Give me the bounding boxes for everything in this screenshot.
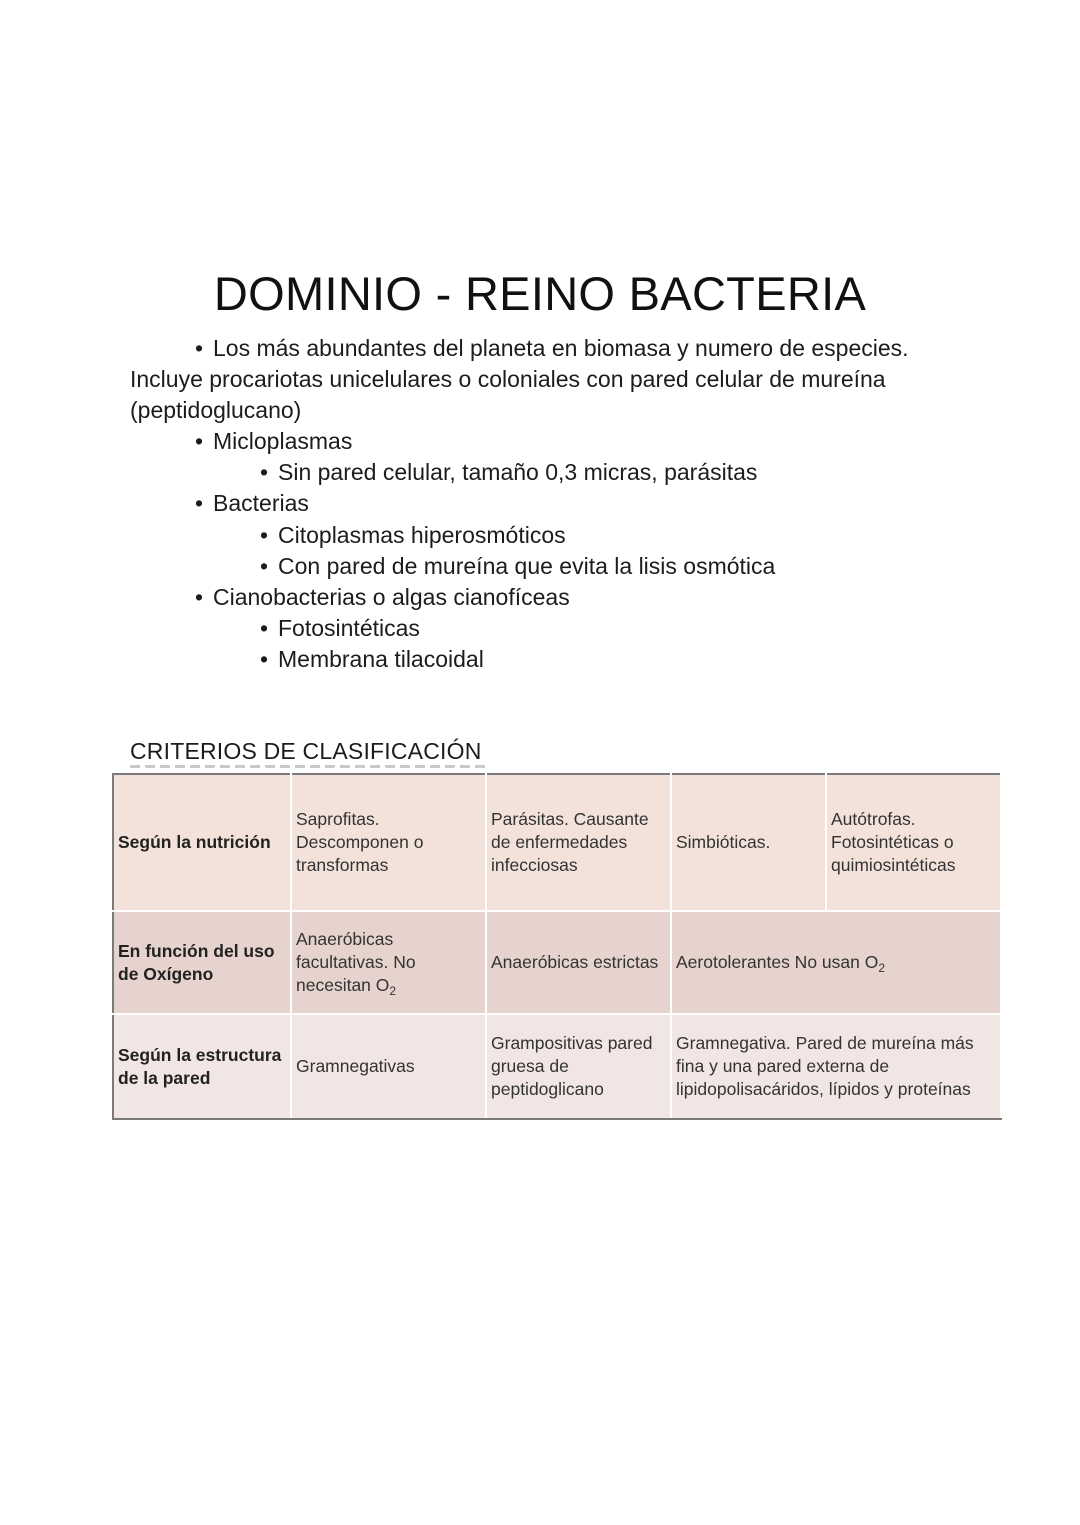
intro-line-3: (peptidoglucano) bbox=[130, 397, 302, 423]
table-cell: Gramnegativa. Pared de mureína más fina y una pared externa de lipidopolisacáridos, lípidos y proteínas bbox=[671, 1014, 1001, 1119]
group-item: • Fotosintéticas bbox=[260, 613, 420, 644]
table-cell: Saprofitas. Descomponen o transformas bbox=[291, 774, 486, 911]
group-cianobacterias: • Cianobacterias o algas cianofíceas bbox=[195, 582, 570, 613]
subscript: 2 bbox=[878, 961, 886, 975]
group-item: • Con pared de mureína que evita la lisis osmótica bbox=[260, 551, 775, 582]
intro-line-2: Incluye procariotas unicelulares o coloniales con pared celular de mureína bbox=[130, 366, 886, 392]
group-item: • Sin pared celular, tamaño 0,3 micras, parásitas bbox=[260, 457, 757, 488]
table-row-pared bbox=[113, 1014, 1001, 1119]
row-header: Según la estructura de la pared bbox=[113, 1014, 291, 1119]
criteria-title: CRITERIOS DE CLASIFICACIÓN bbox=[130, 738, 482, 764]
table-row-nutricion bbox=[113, 774, 1001, 911]
group-micloplasmas: • Micloplasmas bbox=[195, 426, 352, 457]
table-cell: Gramnegativas bbox=[291, 1014, 486, 1119]
table-cell: Grampositivas pared gruesa de peptidoglicano bbox=[486, 1014, 671, 1119]
row-header: Según la nutrición bbox=[113, 774, 291, 911]
row-header: En función del uso de Oxígeno bbox=[113, 911, 291, 1014]
table-cell: Simbióticas. bbox=[671, 774, 826, 911]
group-bacterias: • Bacterias bbox=[195, 488, 309, 519]
table-cell: Parásitas. Causante de enfermedades infecciosas bbox=[486, 774, 671, 911]
cell-text: Aerotolerantes No usan O bbox=[676, 952, 879, 972]
group-item: • Citoplasmas hiperosmóticos bbox=[260, 520, 566, 551]
group-item: • Membrana tilacoidal bbox=[260, 644, 484, 675]
page-title: DOMINIO - REINO BACTERIA bbox=[213, 267, 867, 320]
table-cell: Autótrofas. Fotosintéticas o quimiosintéticas bbox=[826, 774, 1001, 911]
intro-bullet: • Los más abundantes del planeta en biomasa y numero de especies. bbox=[195, 333, 909, 364]
section-underline bbox=[130, 765, 485, 768]
table-cell: Anaeróbicas estrictas bbox=[486, 911, 671, 1014]
table-cell bbox=[671, 911, 1001, 1014]
criteria-table bbox=[112, 773, 1002, 1120]
table-row-oxigeno bbox=[113, 911, 1001, 1014]
subscript: 2 bbox=[389, 984, 397, 998]
cell-text: Anaeróbicas facultativas. No necesitan O bbox=[296, 929, 416, 995]
table-cell bbox=[291, 911, 486, 1014]
